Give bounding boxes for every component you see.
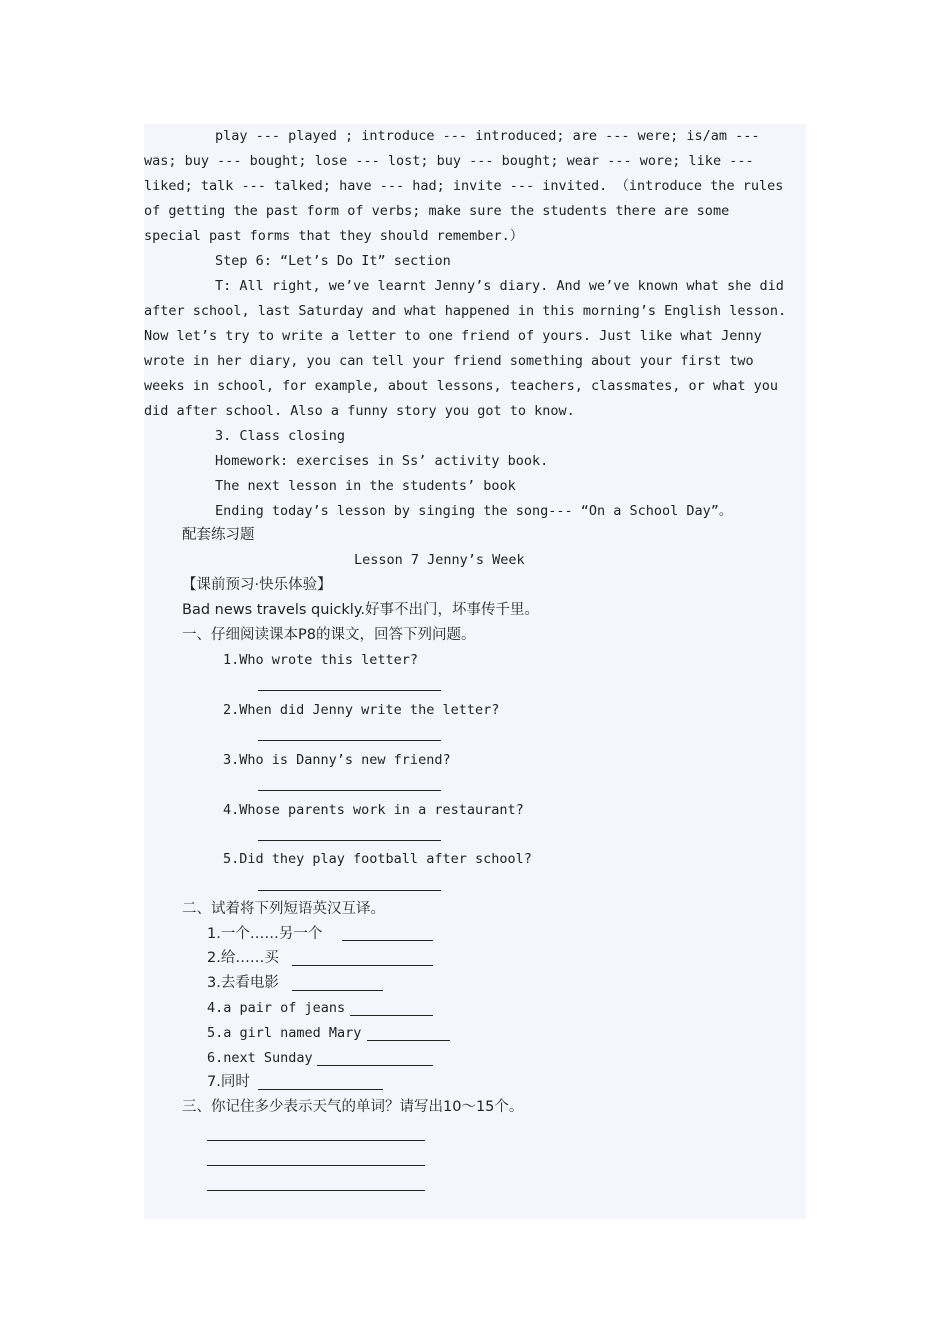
paragraph-line: weeks in school, for example, about lessons, teachers, classmates, or what you (144, 378, 778, 394)
paragraph-line: after school, last Saturday and what happened in this morning’s English lesson. (144, 303, 787, 319)
answer-blank[interactable] (258, 840, 441, 841)
paragraph-line: The next lesson in the students’ book (215, 478, 516, 494)
paragraph-line: T: All right, we’ve learnt Jenny’s diary. And we’ve known what she did (215, 278, 784, 294)
preview-label: 【课前预习·快乐体验】 (182, 577, 332, 593)
question-3: 3.Who is Danny’s new friend? (223, 752, 451, 768)
paragraph-line: play --- played ; introduce --- introduced; are --- were; is/am --- (215, 128, 760, 144)
answer-blank[interactable] (367, 1040, 450, 1041)
paragraph-line: of getting the past form of verbs; make sure the students there are some (144, 203, 730, 219)
part2-title: 二、试着将下列短语英汉互译。 (182, 901, 385, 917)
exercise-heading: 配套练习题 (182, 527, 255, 543)
question-4: 4.Whose parents work in a restaurant? (223, 802, 524, 818)
answer-blank[interactable] (350, 1015, 433, 1016)
section-heading: 3. Class closing (215, 428, 346, 444)
phrase-item-1: 1.一个……另一个 (207, 926, 323, 942)
answer-blank[interactable] (342, 940, 433, 941)
step-heading: Step 6: “Let’s Do It” section (215, 253, 451, 269)
answer-blank[interactable] (258, 740, 441, 741)
answer-blank[interactable] (258, 1089, 383, 1090)
answer-blank[interactable] (207, 1165, 425, 1166)
answer-blank[interactable] (258, 790, 441, 791)
answer-blank[interactable] (258, 890, 441, 891)
phrase-item-4: 4.a pair of jeans (207, 1000, 346, 1016)
question-5: 5.Did they play football after school? (223, 851, 532, 867)
answer-blank[interactable] (207, 1140, 425, 1141)
phrase-item-2: 2.给……买 (207, 950, 279, 966)
part1-title: 一、仔细阅读课本P8的课文，回答下列问题。 (182, 627, 476, 643)
paragraph-line: Ending today’s lesson by singing the song--- “On a School Day”。 (215, 503, 733, 519)
answer-blank[interactable] (292, 990, 383, 991)
phrase-item-7: 7.同时 (207, 1074, 250, 1090)
proverb: Bad news travels quickly.好事不出门，坏事传千里。 (182, 602, 539, 618)
answer-blank[interactable] (292, 965, 433, 966)
part3-title: 三、你记住多少表示天气的单词？请写出10～15个。 (182, 1099, 524, 1115)
paragraph-line: was; buy --- bought; lose --- lost; buy --- bought; wear --- wore; like --- (144, 153, 754, 169)
paragraph-line: did after school. Also a funny story you got to know. (144, 403, 575, 419)
question-1: 1.Who wrote this letter? (223, 652, 419, 668)
homework-line: Homework: exercises in Ss’ activity book. (215, 453, 549, 469)
question-2: 2.When did Jenny write the letter? (223, 702, 500, 718)
paragraph-line: wrote in her diary, you can tell your friend something about your first two (144, 353, 754, 369)
answer-blank[interactable] (317, 1065, 433, 1066)
lesson-title: Lesson 7 Jenny’s Week (354, 552, 525, 568)
answer-blank[interactable] (258, 690, 441, 691)
paragraph-line: liked; talk --- talked; have --- had; invite --- invited. （introduce the rules (144, 178, 784, 194)
answer-blank[interactable] (207, 1190, 425, 1191)
phrase-item-3: 3.去看电影 (207, 975, 279, 991)
paragraph-line: special past forms that they should remember.） (144, 228, 524, 244)
phrase-item-6: 6.next Sunday (207, 1050, 313, 1066)
paragraph-line: Now let’s try to write a letter to one friend of yours. Just like what Jenny (144, 328, 762, 344)
phrase-item-5: 5.a girl named Mary (207, 1025, 362, 1041)
